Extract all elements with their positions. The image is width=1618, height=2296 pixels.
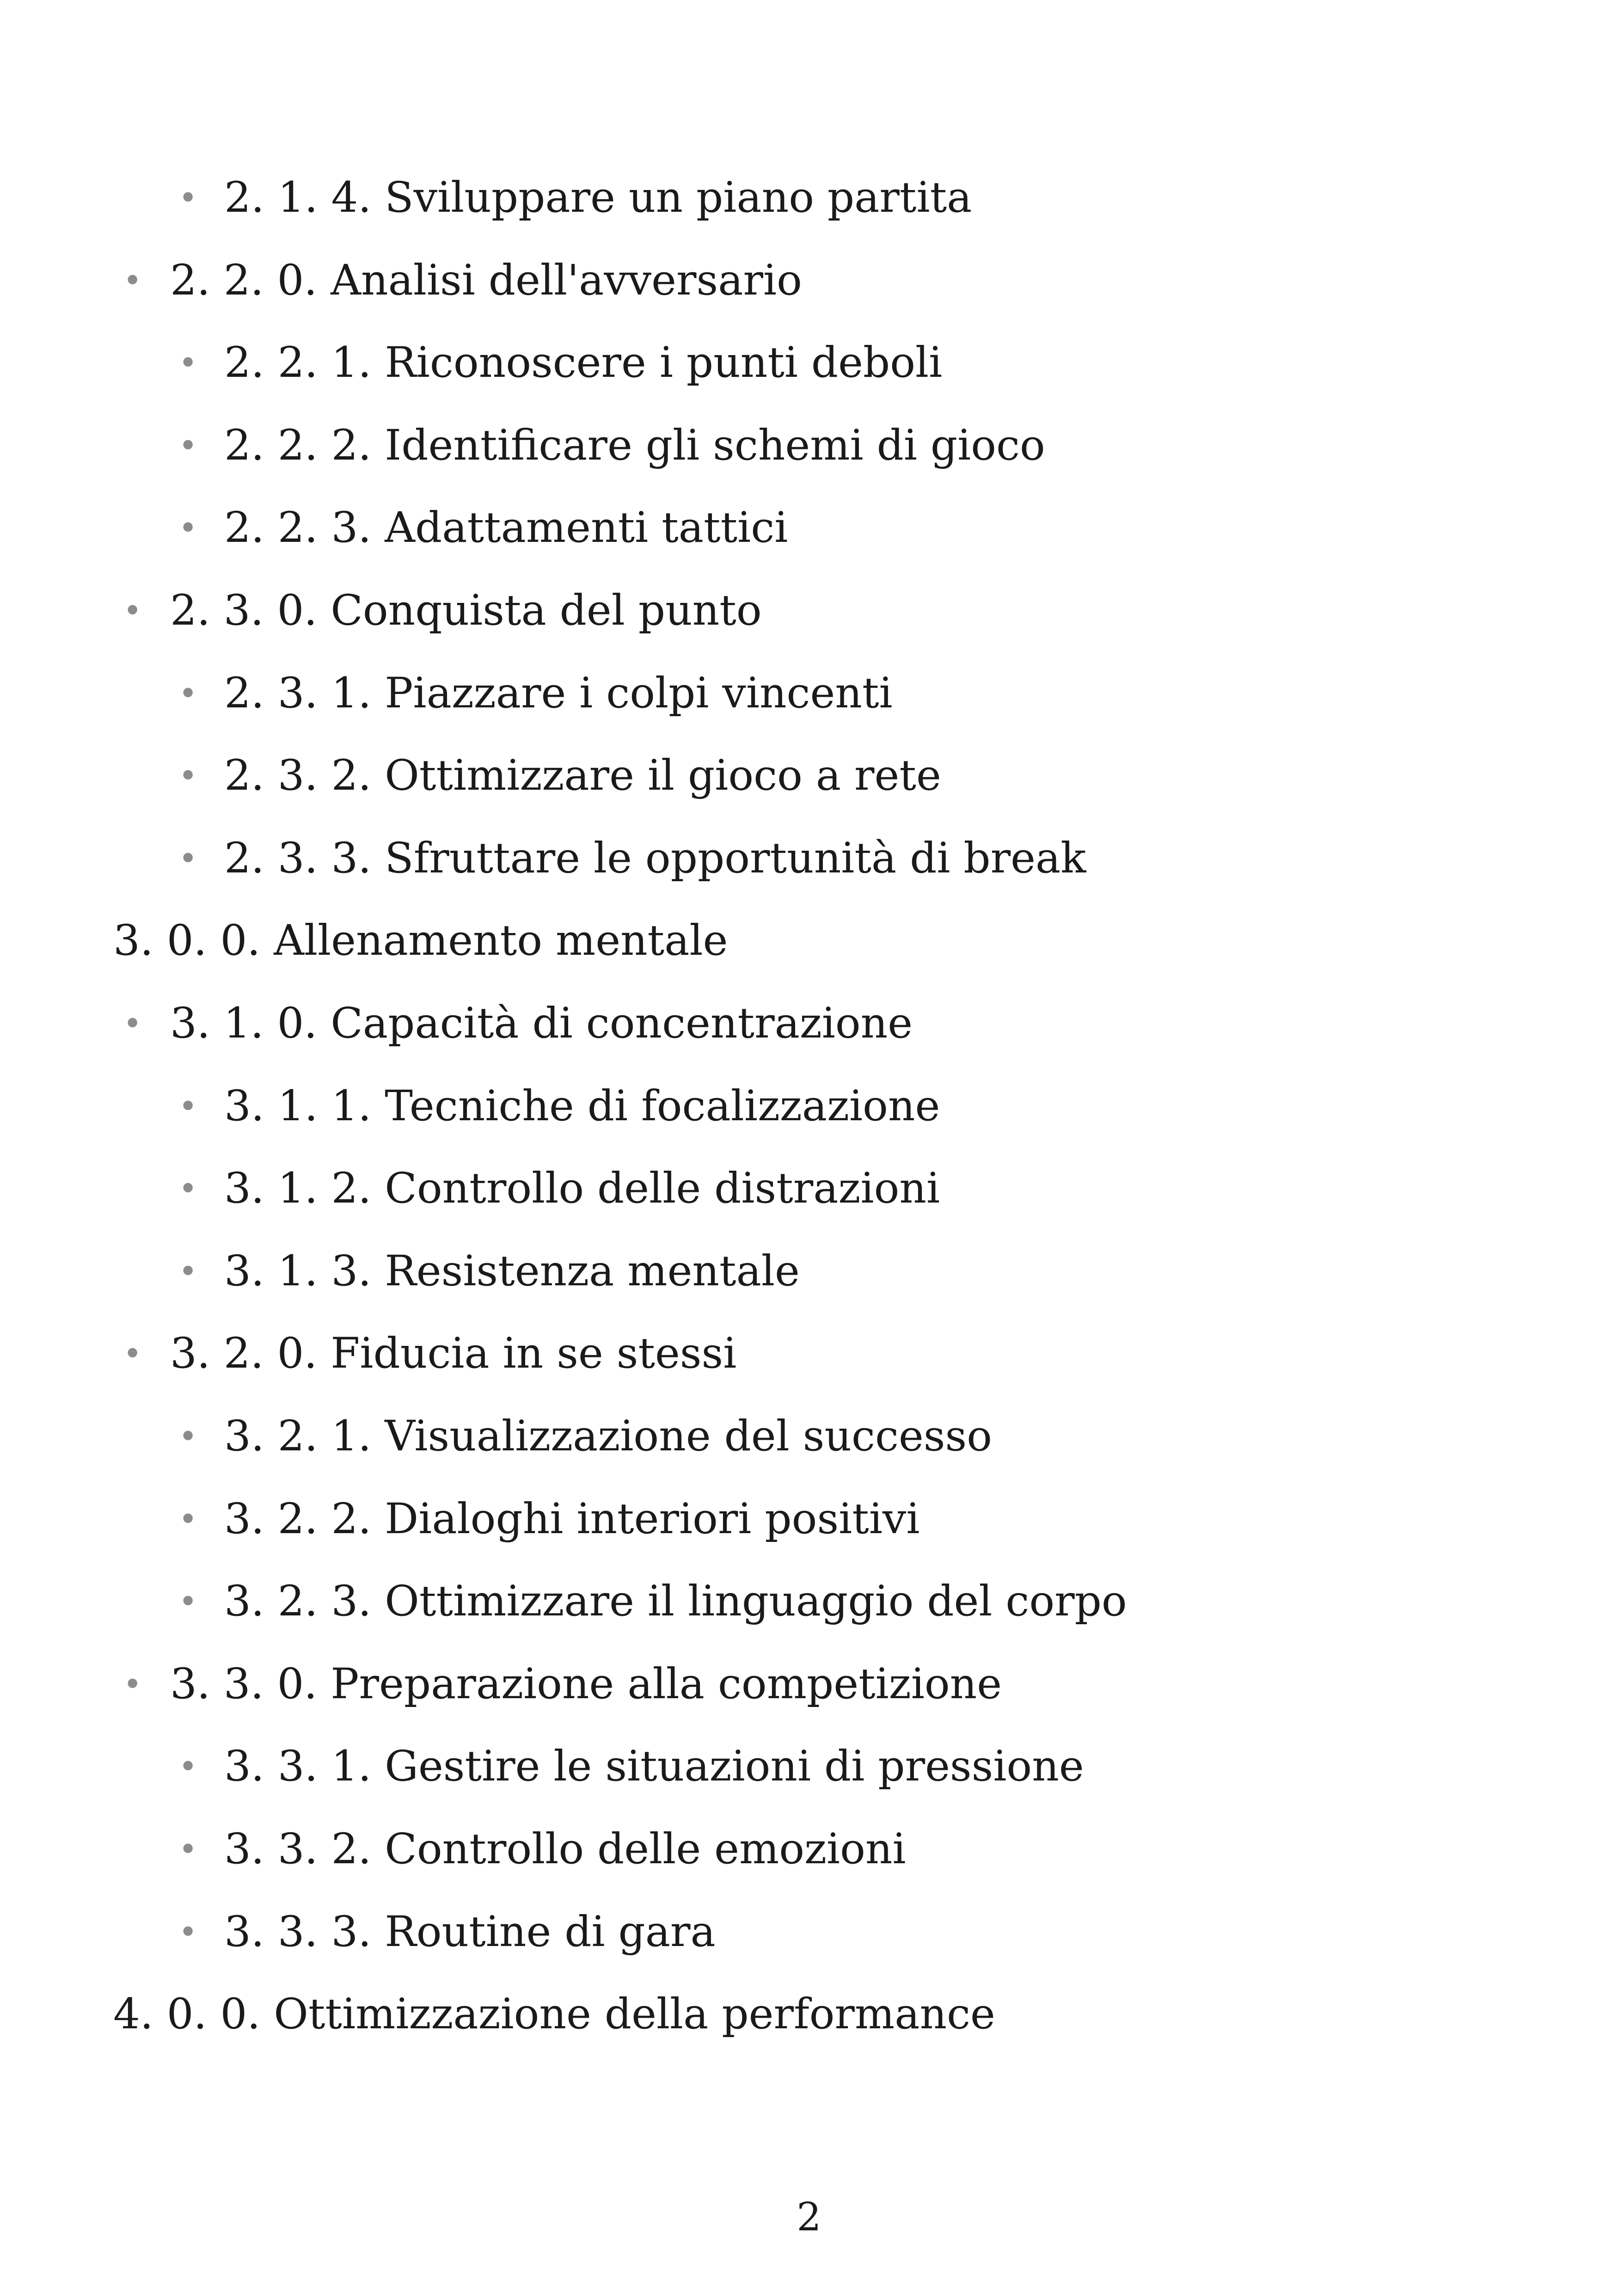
toc-entry-label: 2. 1. 4. Sviluppare un piano partita — [224, 173, 972, 222]
toc-entry-label: 2. 2. 1. Riconoscere i punti deboli — [224, 338, 943, 387]
toc-entry — [0, 659, 1618, 728]
toc-entry-label: 3. 2. 0. Fiducia in se stessi — [170, 1329, 737, 1378]
bullet-icon: • — [123, 262, 142, 300]
toc-entry-label: 2. 3. 0. Conquista del punto — [170, 586, 762, 635]
bullet-icon: • — [178, 1087, 198, 1125]
toc-entry-label: 3. 3. 2. Controllo delle emozioni — [224, 1825, 906, 1873]
bullet-icon: • — [178, 1170, 198, 1208]
toc-entry-label: 2. 2. 0. Analisi dell'avversario — [170, 256, 802, 305]
toc-entry — [0, 1154, 1618, 1223]
bullet-icon: • — [178, 1500, 198, 1538]
toc-entry-label: 3. 2. 2. Dialoghi interiori positivi — [224, 1495, 920, 1543]
toc-entry-label: 3. 1. 3. Resistenza mentale — [224, 1247, 800, 1295]
toc-entry-label: 3. 1. 1. Tecniche di focalizzazione — [224, 1082, 940, 1130]
toc-entry — [0, 824, 1618, 893]
bullet-icon: • — [178, 1913, 198, 1951]
bullet-icon: • — [123, 1005, 142, 1043]
toc-entry-label: 3. 2. 1. Visualizzazione del successo — [224, 1412, 993, 1461]
bullet-icon: • — [123, 592, 142, 630]
bullet-icon: • — [178, 427, 198, 465]
toc-entry-label: 2. 2. 3. Adattamenti tattici — [224, 503, 788, 552]
toc-entry — [0, 989, 1618, 1058]
toc-entry — [0, 1402, 1618, 1471]
bullet-icon: • — [178, 675, 198, 712]
bullet-icon: • — [178, 840, 198, 878]
toc-entry-label: 3. 3. 0. Preparazione alla competizione — [170, 1660, 1002, 1708]
bullet-icon: • — [178, 344, 198, 382]
bullet-icon: • — [178, 1830, 198, 1868]
toc-entry — [0, 1732, 1618, 1801]
toc-entry — [0, 906, 1618, 976]
toc-entry — [0, 163, 1618, 233]
toc-entry-label: 3. 1. 2. Controllo delle distrazioni — [224, 1164, 940, 1213]
toc-entry-label: 3. 2. 3. Ottimizzare il linguaggio del corpo — [224, 1577, 1127, 1626]
toc-entry — [0, 246, 1618, 315]
bullet-icon: • — [178, 757, 198, 795]
bullet-icon: • — [123, 1665, 142, 1703]
toc-entry — [0, 1650, 1618, 1719]
toc-entry — [0, 576, 1618, 645]
toc-entry — [0, 411, 1618, 480]
toc-entry — [0, 1567, 1618, 1636]
toc-entry — [0, 328, 1618, 398]
toc-entry — [0, 1980, 1618, 2049]
toc-entry — [0, 1897, 1618, 1967]
toc-entry — [0, 493, 1618, 563]
toc-entry-label: 3. 3. 3. Routine di gara — [224, 1908, 716, 1956]
toc-entry — [0, 1815, 1618, 1884]
toc-entry — [0, 1072, 1618, 1141]
toc-entry-label: 3. 1. 0. Capacità di concentrazione — [170, 999, 913, 1048]
page-number: 2 — [797, 2194, 821, 2240]
bullet-icon: • — [178, 179, 198, 217]
bullet-icon: • — [178, 1252, 198, 1290]
toc-entry-label: 2. 2. 2. Identificare gli schemi di gioco — [224, 421, 1045, 470]
bullet-icon: • — [178, 1583, 198, 1621]
toc-entry-label: 2. 3. 3. Sfruttare le opportunità di break — [224, 834, 1086, 883]
toc-entry-label: 3. 0. 0. Allenamento mentale — [113, 916, 728, 965]
toc-entry — [0, 1319, 1618, 1388]
toc-entry-label: 2. 3. 1. Piazzare i colpi vincenti — [224, 669, 893, 718]
bullet-icon: • — [178, 509, 198, 547]
bullet-icon: • — [178, 1418, 198, 1455]
toc-entry — [0, 741, 1618, 810]
toc-entry-label: 3. 3. 1. Gestire le situazioni di pressione — [224, 1742, 1084, 1791]
bullet-icon: • — [178, 1748, 198, 1786]
toc-entry-label: 4. 0. 0. Ottimizzazione della performance — [113, 1990, 995, 2038]
toc-entry — [0, 1485, 1618, 1554]
bullet-icon: • — [123, 1335, 142, 1373]
toc-entry-label: 2. 3. 2. Ottimizzare il gioco a rete — [224, 751, 941, 800]
toc-entry — [0, 1237, 1618, 1306]
